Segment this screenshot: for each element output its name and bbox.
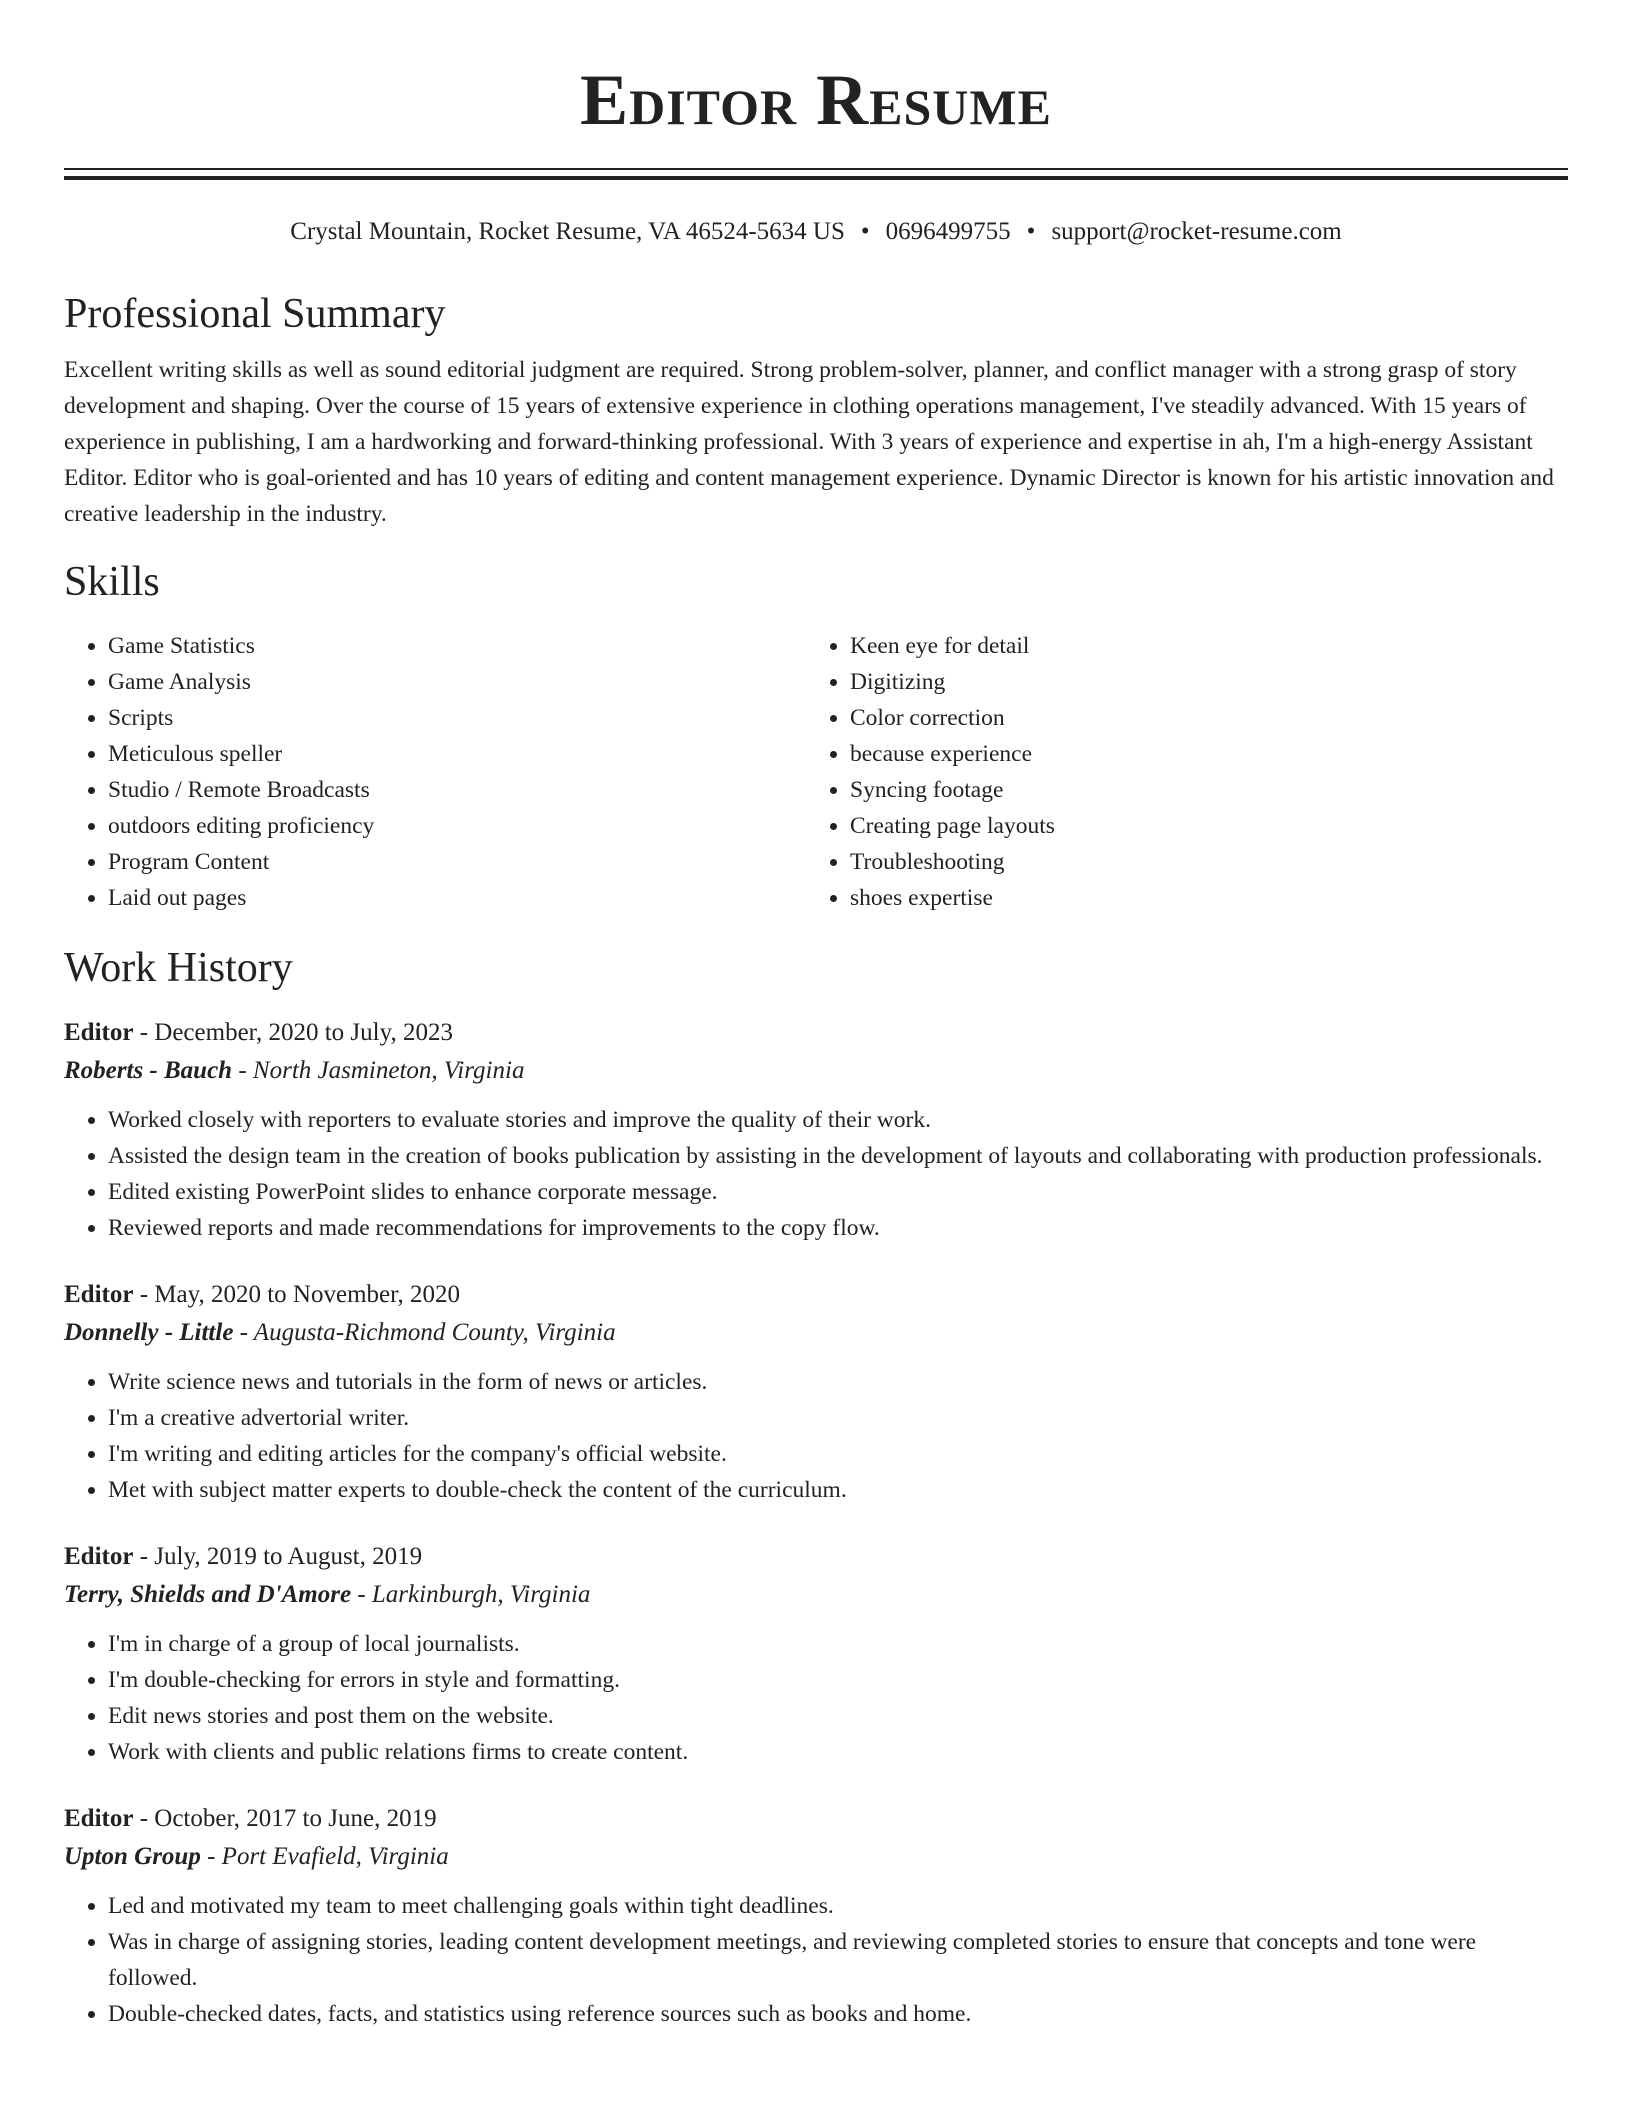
job-bullets [64, 1888, 1568, 2032]
contact-phone: 0696499755 [885, 218, 1011, 245]
skill-item: • Studio / Remote Broadcasts [108, 772, 806, 808]
job-bullets [64, 1364, 1568, 1508]
job-company-line: Roberts - Bauch - North Jasmineton, Virginia [64, 1057, 525, 1084]
divider-thick-line [64, 176, 1568, 180]
job-bullet: • I'm in charge of a group of local journalists. [108, 1626, 1568, 1662]
job-entry [64, 1014, 1568, 1246]
job-location: Port Evafield, Virginia [221, 1843, 449, 1870]
job-bullet: • I'm writing and editing articles for the company's official website. [108, 1436, 1568, 1472]
resume-title: Editor Resume [580, 60, 1052, 140]
skill-item: • Keen eye for detail [850, 628, 1548, 664]
job-company-line: Donnelly - Little - Augusta-Richmond County, Virginia [64, 1319, 616, 1346]
job-bullet: • Met with subject matter experts to double-check the content of the curriculum. [108, 1472, 1568, 1508]
job-bullet: • Worked closely with reporters to evaluate stories and improve the quality of their work. [108, 1102, 1568, 1138]
job-company: Terry, Shields and D'Amore [64, 1581, 352, 1608]
job-bullets [64, 1102, 1568, 1246]
work-history-heading: Work History [64, 945, 293, 991]
skill-item: • Meticulous speller [108, 736, 806, 772]
job-title-line: Editor - October, 2017 to June, 2019 [64, 1805, 437, 1832]
divider-thin-line [64, 168, 1568, 170]
job-company: Roberts - Bauch [64, 1057, 233, 1084]
job-bullet: • Reviewed reports and made recommendations for improvements to the copy flow. [108, 1210, 1568, 1246]
skill-item: • outdoors editing proficiency [108, 808, 806, 844]
job-location: Larkinburgh, Virginia [371, 1581, 591, 1608]
job-company-line: Terry, Shields and D'Amore - Larkinburgh, Virginia [64, 1581, 591, 1608]
job-dates: July, 2019 to August, 2019 [154, 1543, 423, 1570]
skill-item: • shoes expertise [850, 880, 1548, 916]
job-bullet: • Write science news and tutorials in the form of news or articles. [108, 1364, 1568, 1400]
job-title-line: Editor - December, 2020 to July, 2023 [64, 1019, 453, 1046]
skill-item: • Program Content [108, 844, 806, 880]
job-dates: May, 2020 to November, 2020 [154, 1281, 460, 1308]
job-dates: October, 2017 to June, 2019 [154, 1805, 437, 1832]
skill-item: • because experience [850, 736, 1548, 772]
job-role: Editor [64, 1543, 134, 1570]
summary-heading: Professional Summary [64, 291, 446, 337]
job-bullet: • Edit news stories and post them on the website. [108, 1698, 1568, 1734]
job-bullet: • I'm a creative advertorial writer. [108, 1400, 1568, 1436]
skill-item: • Scripts [108, 700, 806, 736]
skills-heading: Skills [64, 559, 160, 605]
job-bullet: • Double-checked dates, facts, and statistics using reference sources such as books and home. [108, 1996, 1568, 2032]
job-role: Editor [64, 1019, 134, 1046]
job-bullet: • Led and motivated my team to meet challenging goals within tight deadlines. [108, 1888, 1568, 1924]
work-history-list [64, 1014, 1568, 2032]
skills-columns [64, 628, 1568, 916]
skill-item: • Syncing footage [850, 772, 1548, 808]
job-company: Upton Group [64, 1843, 201, 1870]
job-location: Augusta-Richmond County, Virginia [253, 1319, 616, 1346]
job-role: Editor [64, 1281, 134, 1308]
job-company: Donnelly - Little [64, 1319, 234, 1346]
job-bullet: • Work with clients and public relations firms to create content. [108, 1734, 1568, 1770]
job-bullet: • Assisted the design team in the creation of books publication by assisting in the development of layouts and collaborating with production professionals. [108, 1138, 1568, 1174]
summary-text: Excellent writing skills as well as sound editorial judgment are required. Strong problem-solver, planner, and conflict manager with a strong grasp of story development and shaping. Over the course of 15 years of extensive experience in clothing operations management, I've steadily advanced. With 15 years of experience in publishing, I am a hardworking and forward-thinking professional. With 3 years of experience and expertise in ah, I'm a high-energy Assistant Editor. Editor who is goal-oriented and has 10 years of editing and content management experience. Dynamic Director is known for his artistic innovation and creative leadership in the industry. [64, 357, 1554, 527]
contact-email: support@rocket-resume.com [1051, 218, 1342, 245]
job-location: North Jasmineton, Virginia [252, 1057, 525, 1084]
skill-item: • Digitizing [850, 664, 1548, 700]
job-dates: December, 2020 to July, 2023 [154, 1019, 453, 1046]
contact-address: Crystal Mountain, Rocket Resume, VA 46524-5634 US [290, 218, 845, 245]
job-bullet: • Was in charge of assigning stories, leading content development meetings, and reviewing completed stories to ensure that concepts and tone were followed. [108, 1924, 1568, 1996]
skill-item: • Game Analysis [108, 664, 806, 700]
job-title-line: Editor - July, 2019 to August, 2019 [64, 1543, 423, 1570]
title-divider [64, 168, 1568, 180]
job-role: Editor [64, 1805, 134, 1832]
skill-item: • Color correction [850, 700, 1548, 736]
job-entry [64, 1276, 1568, 1508]
job-bullet: • Edited existing PowerPoint slides to enhance corporate message. [108, 1174, 1568, 1210]
job-title-line: Editor - May, 2020 to November, 2020 [64, 1281, 460, 1308]
contact-line [64, 216, 1568, 248]
contact-separator: • [860, 218, 870, 245]
skill-item: • Troubleshooting [850, 844, 1548, 880]
job-entry [64, 1800, 1568, 2032]
job-company-line: Upton Group - Port Evafield, Virginia [64, 1843, 449, 1870]
skills-list-right [806, 628, 1548, 916]
job-entry [64, 1538, 1568, 1770]
skill-item: • Creating page layouts [850, 808, 1548, 844]
job-bullets [64, 1626, 1568, 1770]
contact-separator: • [1026, 218, 1036, 245]
skill-item: • Laid out pages [108, 880, 806, 916]
skill-item: • Game Statistics [108, 628, 806, 664]
skills-list-left [64, 628, 806, 916]
job-bullet: • I'm double-checking for errors in style and formatting. [108, 1662, 1568, 1698]
